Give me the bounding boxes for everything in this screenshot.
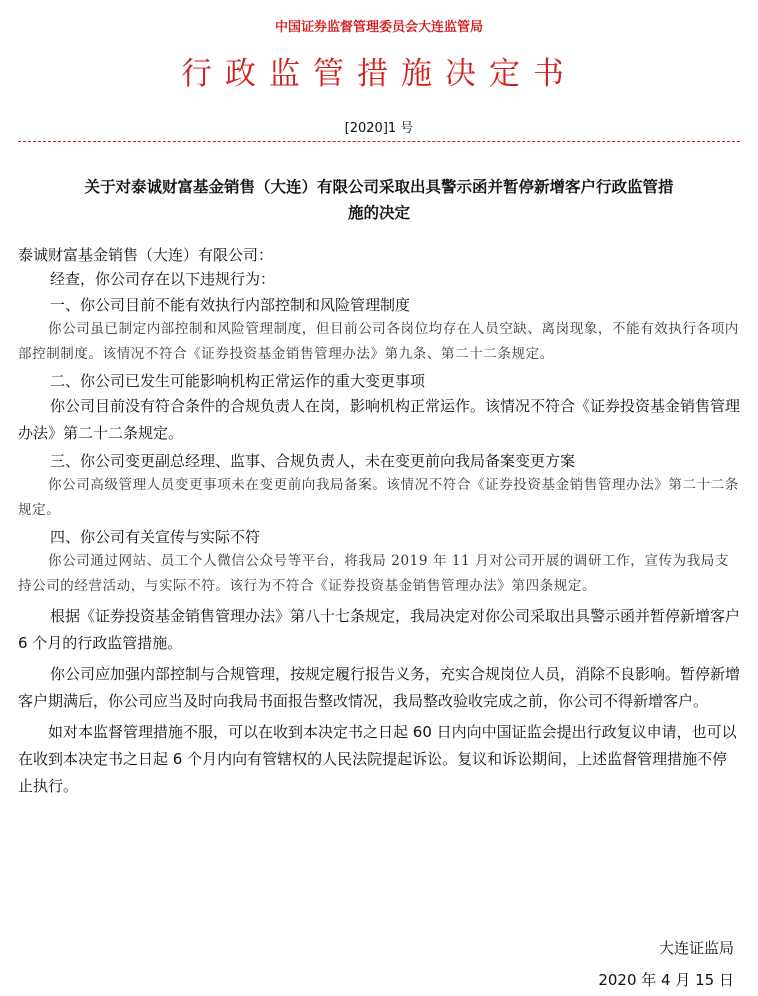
header-divider xyxy=(18,141,740,142)
document-subject xyxy=(18,174,740,226)
item4-heading: 四、你公司有关宣传与实际不符 xyxy=(50,528,261,546)
requirement-paragraph: 你公司应加强内部控制与合规管理，按规定履行报告义务，充实合规岗位人员，消除不良影响。暂停新增客户期满后，你公司应当及时向我局书面报告整改情况，我局整改验收完成之前，你公司不得新增客户。 xyxy=(18,665,741,710)
agency-name: 中国证券监督管理委员会大连监管局 xyxy=(274,20,483,35)
addressee: 泰诚财富基金销售（大连）有限公司： xyxy=(18,246,274,264)
item4-text: 你公司通过网站、员工个人微信公众号等平台，将我局 2019 年 11 月对公司开展的调研工作，宣传为我局支持公司的经营活动，与实际不符。该行为不符合《证券投资基金销售管理办法》第四条规定。 xyxy=(18,553,729,594)
item1-text: 你公司虽已制定内部控制和风险管理制度，但目前公司各岗位均存在人员空缺、离岗现象，不能有效执行各项内部控制制度。该情况不符合《证券投资基金销售管理办法》第九条、第二十二条规定。 xyxy=(18,321,739,362)
decision-paragraph: 根据《证券投资基金销售管理办法》第八十七条规定，我局决定对你公司采取出具警示函并暂停新增客户 6 个月的行政监管措施。 xyxy=(18,607,741,652)
subject-line-1: 关于对泰诚财富基金销售（大连）有限公司采取出具警示函并暂停新增客户行政监管措 xyxy=(84,177,674,196)
signature-block xyxy=(598,932,734,996)
document-body xyxy=(18,243,740,800)
document-title: 行政监管措施决定书 xyxy=(181,56,577,92)
item2-text: 你公司目前没有符合条件的合规负责人在岗，影响机构正常运作。该情况不符合《证券投资基金销售管理办法》第二十二条规定。 xyxy=(18,397,741,442)
item3-heading: 三、你公司变更副总经理、监事、合规负责人，未在变更前向我局备案变更方案 xyxy=(50,452,576,470)
item3-text: 你公司高级管理人员变更事项未在变更前向我局备案。该情况不符合《证券投资基金销售管理办法》第二十二条规定。 xyxy=(18,477,739,518)
document-number: [2020]1 号 xyxy=(344,121,414,136)
intro-paragraph: 经查，你公司存在以下违规行为： xyxy=(50,270,276,288)
appeal-paragraph: 如对本监督管理措施不服，可以在收到本决定书之日起 60 日内向中国证监会提出行政复议申请，也可以在收到本决定书之日起 6 个月内向有管辖权的人民法院提起诉讼。复议和诉讼期间，上述监督管理措施不停止执行。 xyxy=(18,723,737,795)
issue-date: 2020 年 4 月 15 日 xyxy=(598,971,734,989)
subject-line-2: 施的决定 xyxy=(347,203,410,222)
issuer-name: 大连证监局 xyxy=(658,939,734,957)
item1-heading: 一、你公司目前不能有效执行内部控制和风险管理制度 xyxy=(50,296,411,314)
item2-heading: 二、你公司已发生可能影响机构正常运作的重大变更事项 xyxy=(50,372,426,390)
